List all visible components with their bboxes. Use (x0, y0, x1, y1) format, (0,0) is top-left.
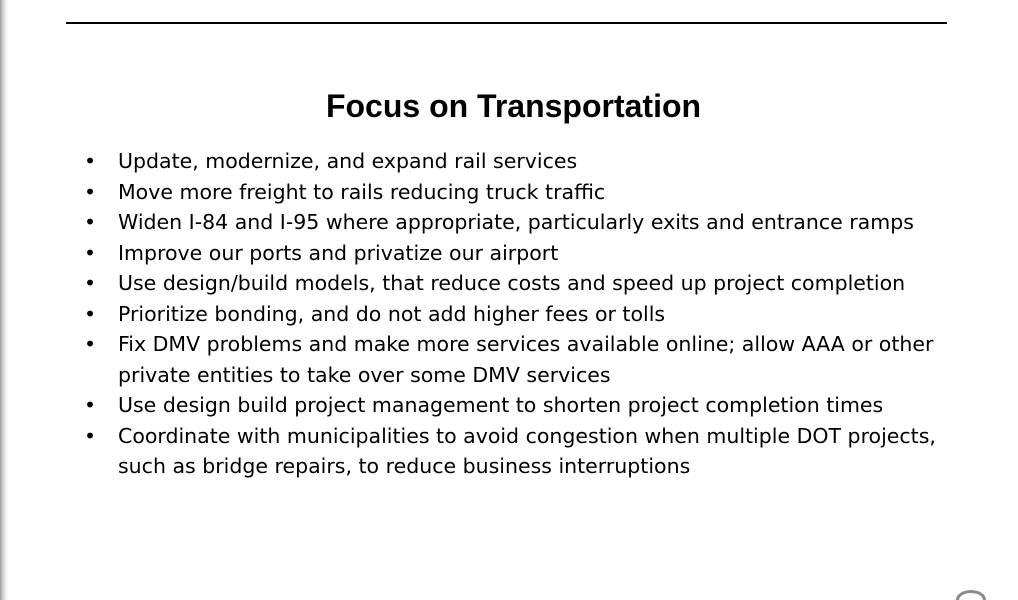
bullet-dot-icon: • (84, 179, 97, 204)
bullet-dot-icon: • (84, 332, 97, 356)
bullet-item (84, 329, 984, 390)
bullet-text: Update, modernize, and expand rail services (118, 149, 578, 173)
bullet-text: Use design/build models, that reduce costs and speed up project completion (118, 271, 906, 295)
bullet-text: Use design build project management to shorten project completion times (118, 393, 884, 417)
bullet-item (84, 390, 984, 421)
bullet-item (84, 299, 984, 330)
bullet-text: Improve our ports and privatize our airport (118, 240, 559, 265)
slide-title: Focus on Transportation (325, 88, 702, 124)
bullet-text: Coordinate with municipalities to avoid congestion when multiple DOT projects, such as bridge repairs, to reduce business interruptions (118, 423, 936, 478)
bullet-item (84, 421, 984, 482)
header-rule (66, 22, 947, 24)
bullet-dot-icon: • (84, 271, 97, 295)
bullet-dot-icon: • (84, 240, 97, 265)
bullet-item (84, 207, 984, 238)
bullet-text: Widen I-84 and I-95 where appropriate, particularly exits and entrance ramps (118, 210, 914, 234)
bullet-text: Fix DMV problems and make more services available online; allow AAA or other private entities to take over some DMV services (118, 332, 934, 387)
bullet-item (84, 177, 984, 208)
page-corner-mark (956, 590, 986, 600)
bullet-text: Prioritize bonding, and do not add higher fees or tolls (118, 301, 666, 326)
bullet-dot-icon: • (84, 301, 97, 326)
bullet-item (84, 146, 984, 177)
bullet-text: Move more freight to rails reducing truck traffic (118, 179, 606, 204)
bullet-dot-icon: • (84, 393, 97, 417)
bullet-list (84, 146, 984, 482)
bullet-dot-icon: • (84, 210, 97, 234)
bullet-dot-icon: • (84, 149, 97, 173)
bullet-dot-icon: • (84, 423, 97, 448)
bullet-item (84, 238, 984, 269)
bullet-item (84, 268, 984, 299)
